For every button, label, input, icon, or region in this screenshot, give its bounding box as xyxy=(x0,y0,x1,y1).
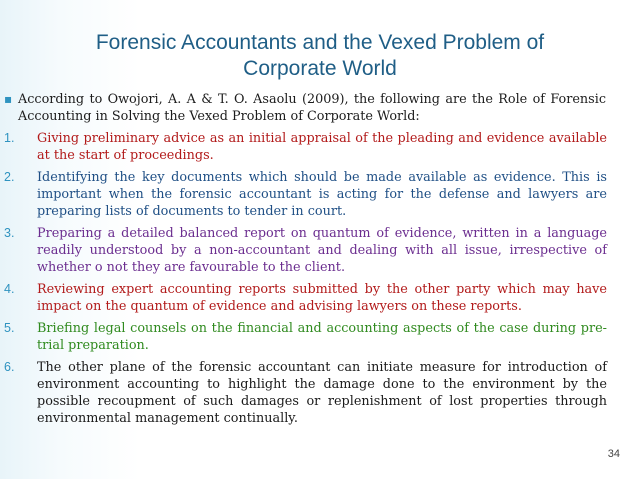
list-number: 2. xyxy=(4,170,15,184)
square-bullet-icon: ▪ xyxy=(4,92,13,106)
list-item xyxy=(0,320,607,354)
list-number: 6. xyxy=(4,360,15,374)
title-line-2: Corporate World xyxy=(243,57,397,80)
list-item-text: Identifying the key documents which should be made available as evidence. This is important when the forensic accountant is acting for the defense and lawyers are preparing lists of documents to tender in court. xyxy=(37,170,607,219)
list-item xyxy=(0,130,607,164)
list-item-text: Reviewing expert accounting reports submitted by the other party which may have impact on the quantum of evidence and advising lawyers on these reports. xyxy=(37,282,607,314)
slide-content xyxy=(0,91,620,427)
list-item-text: Preparing a detailed balanced report on quantum of evidence, written in a language readily understood by a non-accountant and dealing with all issue, irrespective of whether o not they are favourable to the client. xyxy=(37,226,607,275)
list-number: 5. xyxy=(4,321,15,335)
list-item-text: The other plane of the forensic accountant can initiate measure for introduction of environment accounting to highlight the damage done to the environment by the possible recoupment of such damages or replenishment of lost properties through environmental management continually. xyxy=(37,360,607,426)
title-line-1: Forensic Accountants and the Vexed Problem of xyxy=(95,31,545,54)
list-item xyxy=(0,359,607,427)
page-number: 34 xyxy=(607,448,620,460)
list-item xyxy=(0,169,607,220)
list-item xyxy=(0,225,607,276)
list-number: 1. xyxy=(4,131,15,145)
list-number: 4. xyxy=(4,282,15,296)
slide-title xyxy=(40,30,600,82)
intro-bullet-paragraph xyxy=(0,91,606,125)
intro-text: According to Owojori, A. A & T. O. Asaolu (2009), the following are the Role of Forensic Accounting in Solving the Vexed Problem of Corporate World: xyxy=(18,92,606,124)
list-item xyxy=(0,281,607,315)
list-item-text: Giving preliminary advice as an initial appraisal of the pleading and evidence available at the start of proceedings. xyxy=(37,131,607,163)
list-number: 3. xyxy=(4,226,15,240)
list-item-text: Briefing legal counsels on the financial and accounting aspects of the case during pre-trial preparation. xyxy=(37,321,607,353)
